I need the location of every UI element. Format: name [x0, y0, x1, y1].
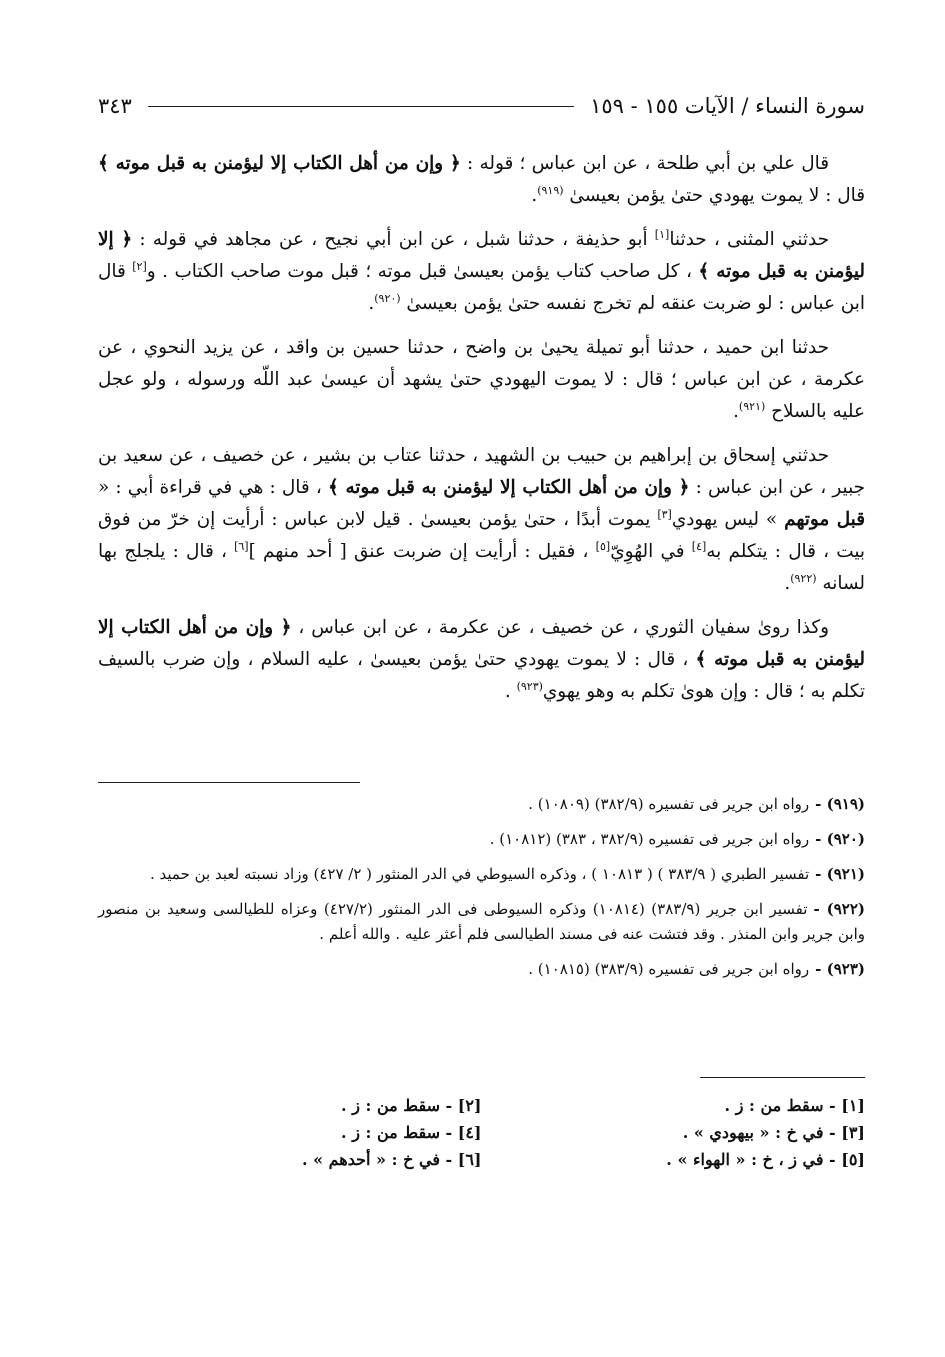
paragraph — [98, 224, 865, 320]
text-run: ، فقيل : أرأيت إن ضربت عنق [ أحد منهم ] — [248, 541, 596, 562]
page-header — [98, 88, 865, 124]
footnote — [98, 957, 865, 982]
note-reference: (٩٢٣) — [516, 679, 543, 693]
footnote-text: رواه ابن جرير فى تفسيره (٣٨٢/٩) (١٠٨٠٩) . — [528, 795, 810, 813]
paragraph — [98, 440, 865, 600]
paragraph — [98, 332, 865, 428]
variant-note: [٥] - في ز ، خ : « الهواء » . — [666, 1150, 865, 1169]
quran-quote: ﴿ وإن من أهل الكتاب إلا ليؤمنن به قبل موته ﴾ — [98, 153, 461, 174]
paragraph — [98, 148, 865, 212]
footnote-text: تفسير ابن جرير (٣٨٣/٩) (١٠٨١٤) وذكره السيوطى فى الدر المنثور (٤٢٧/٢) وعزاه للطيالسى وسعيد بن منصور وابن جرير وابن المنذر . وقد فتشت عنه فى مسند الطيالسى فلم أعثر عليه . والله أعلم . — [98, 900, 865, 943]
note-reference: [٢] — [132, 259, 147, 273]
note-reference: [٦] — [234, 539, 249, 553]
note-reference: (٩١٩) — [537, 183, 564, 197]
footnotes-separator — [98, 782, 360, 783]
text-run: . — [733, 401, 739, 422]
footnote-label: (٩٢١) - — [815, 865, 865, 883]
text-run: ، قال : لا يموت يهودي حتىٰ يؤمن بعيسىٰ ، عليه السلام ، وإن ضرب بالسيف تكلم به ؛ قال : وإن هوىٰ تكلم به وهو يهوي — [98, 649, 865, 702]
note-reference: (٩٢٠) — [374, 291, 401, 305]
text-run: ، قال : يلجلج بها لسانه — [98, 541, 865, 594]
text-run: ، كل صاحب كتاب يؤمن بعيسىٰ قبل موته ؛ قبل موت صاحب الكتاب . و — [146, 261, 699, 282]
note-reference: [٤] — [691, 539, 707, 553]
main-text — [98, 148, 865, 720]
paragraph — [98, 612, 865, 708]
footnote-label: (٩٢٣) - — [815, 960, 865, 978]
variant-note: [٦] - في خ : « أحدهم » . — [301, 1150, 482, 1169]
note-reference: (٩٢٢) — [790, 571, 817, 585]
quran-quote: ﴿ وإن من أهل الكتاب إلا ليؤمنن به قبل موته ﴾ — [327, 477, 690, 498]
variant-note: [٢] - سقط من : ز . — [341, 1096, 482, 1115]
footnote-label: (٩٢٢) - — [813, 900, 865, 918]
variant-note: [٤] - سقط من : ز . — [341, 1123, 482, 1142]
note-reference: [٣] — [657, 507, 672, 521]
note-reference: [٥] — [595, 539, 611, 553]
text-run: قال علي بن أبي طلحة ، عن ابن عباس ؛ قوله : — [460, 153, 830, 174]
variant-note: [١] - سقط من : ز . — [724, 1096, 865, 1115]
footnote-text: رواه ابن جرير فى تفسيره (٣٨٣/٩) (١٠٨١٥) . — [528, 960, 810, 978]
header-rule — [148, 106, 574, 107]
text-run: قال : لا يموت يهودي حتىٰ يؤمن بعيسىٰ — [563, 185, 865, 206]
text-run: » ليس يهودي — [671, 509, 785, 530]
text-run: يموت أبدًا ، حتىٰ يؤمن بعيسىٰ . قيل لابن عباس : أرأيت إن خرّ من فوق بيت ، قال : يتكلم به — [98, 509, 865, 562]
footnote — [98, 827, 865, 852]
quran-quote: قبل موتهم — [784, 509, 866, 530]
text-run: قال ابن عباس : لو ضربت عنقه لم تخرج نفسه حتىٰ يؤمن بعيسىٰ — [98, 261, 865, 314]
footnote — [98, 792, 865, 817]
footnote-text: رواه ابن جرير فى تفسيره (٣٨٢/٩ ، ٣٨٣) (١٠٨١٢) . — [489, 830, 810, 848]
text-run: حدثنا ابن حميد ، حدثنا أبو تميلة يحيىٰ بن واضح ، حدثنا حسين بن واقد ، عن يزيد النحوي ، عن عكرمة ، عن ابن عباس ؛ قال : لا يموت اليهودي حتىٰ يشهد أن عيسىٰ عبد اللّه ورسوله ، ولو عجل عليه بالسلاح — [98, 337, 865, 422]
footnotes — [98, 792, 865, 992]
footnote-label: (٩٢٠) - — [815, 830, 865, 848]
note-reference: [١] — [654, 227, 670, 241]
quran-quote: ﴿ وإن من أهل الكتاب إلا ليؤمنن به قبل موته ﴾ — [98, 617, 865, 670]
text-run: ، قال : هي في قراءة أبي : « — [98, 477, 328, 498]
quran-quote: ﴿ إلا ليؤمنن به قبل موته ﴾ — [98, 229, 865, 282]
footnote — [98, 897, 865, 947]
footnote — [98, 862, 865, 887]
text-run: في الهُوِيّ — [610, 541, 692, 562]
note-reference: (٩٢١) — [738, 399, 766, 413]
text-run: . — [784, 573, 791, 594]
variant-notes — [98, 1096, 865, 1169]
page-number: ٣٤٣ — [98, 94, 132, 118]
text-run: . — [531, 185, 538, 206]
text-run: حدثني المثنى ، حدثنا — [669, 229, 829, 250]
footnote-text: تفسير الطبري ( ٣٨٣/٩ ) ( ١٠٨١٣ ) ، وذكره السيوطي في الدر المنثور ( ٢/ ٤٢٧) وزاد نسبته لعبد بن حميد . — [149, 865, 810, 883]
variant-notes-separator — [700, 1077, 865, 1078]
footnote-label: (٩١٩) - — [815, 795, 865, 813]
text-run: . — [368, 293, 375, 314]
text-run: . — [504, 681, 517, 702]
text-run: حدثني إسحاق بن إبراهيم بن حبيب بن الشهيد ، حدثنا عتاب بن بشير ، عن خصيف ، عن سعيد بن جبير ، عن ابن عباس : — [98, 445, 865, 498]
text-run: وكذا روىٰ سفيان الثوري ، عن خصيف ، عن عكرمة ، عن ابن عباس ، — [291, 617, 829, 638]
variant-note: [٣] - في خ : « بيهودي » . — [682, 1123, 865, 1142]
running-title: سورة النساء / الآيات ١٥٥ - ١٥٩ — [590, 94, 865, 118]
text-run: أبو حذيفة ، حدثنا شبل ، عن ابن أبي نجيح ، عن مجاهد في قوله : — [132, 229, 655, 250]
